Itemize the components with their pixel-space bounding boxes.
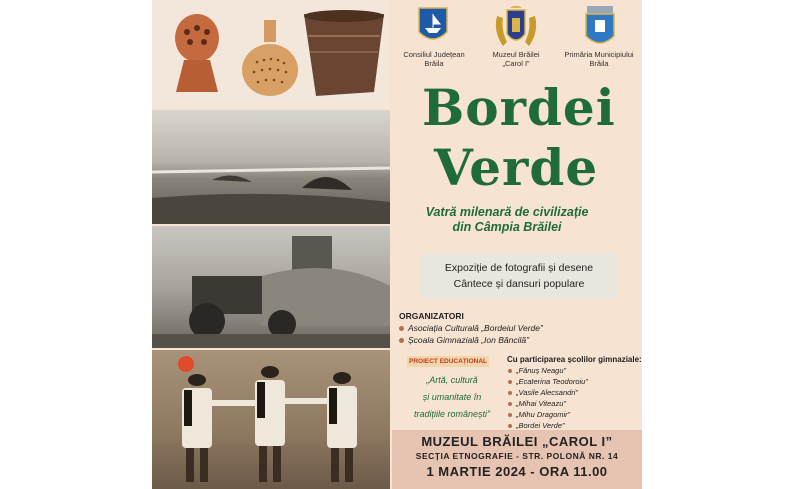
ceramic-artifacts-image: [152, 0, 390, 108]
tractor-harvest-image: [152, 226, 390, 348]
school-name: „Mihai Viteazu”: [516, 399, 566, 408]
school-name: „Mihu Dragomir”: [516, 410, 571, 419]
museum-crest-icon: [493, 6, 539, 50]
bullet-icon: [508, 424, 512, 428]
poster-title-line1: Bordei: [422, 78, 616, 137]
poster-title-line2: Verde: [434, 138, 599, 197]
organizers-heading: ORGANIZATORI: [399, 311, 464, 321]
school-name: „Fănuș Neagu”: [516, 366, 567, 375]
poster-subtitle: [402, 205, 612, 235]
city-hall-name: Primăria Municipiului: [564, 50, 634, 59]
subtitle-line1: Vatră milenară de civilizație: [425, 205, 589, 219]
steppe-drawing-photo: [152, 110, 390, 224]
school-item: [508, 377, 588, 386]
organizer-name: Asociația Culturală „Bordeiul Verde”: [408, 323, 543, 333]
event-date: 1 MARTIE 2024 - ORA 11.00: [426, 464, 608, 479]
folk-dancers-photo: [152, 350, 390, 489]
folk-dancers-image: [152, 350, 390, 489]
city-hall-caption: [554, 50, 642, 68]
project-line: tradițiile românești”: [413, 409, 491, 419]
bullet-icon: [399, 326, 404, 331]
participation-heading: Cu participarea școlilor gimnaziale:: [507, 355, 642, 364]
venue-name: MUZEUL BRĂILEI „CAROL I”: [421, 434, 613, 449]
bullet-icon: [508, 391, 512, 395]
school-item: [508, 421, 565, 430]
venue-footer: [392, 430, 642, 489]
tractor-photo: [152, 226, 390, 348]
events-line2: Cântece și dansuri populare: [453, 278, 585, 290]
museum-subname: „Carol I”: [502, 59, 530, 68]
project-badge: PROIECT EDUCAȚIONAL: [409, 358, 487, 365]
county-council-name: Consiliul Județean: [403, 50, 465, 59]
bullet-icon: [508, 413, 512, 417]
county-council-caption: [398, 50, 470, 68]
school-name: „Ecaterina Teodoroiu”: [516, 377, 588, 386]
artifacts-photo: [152, 0, 390, 108]
project-line: „Artă, cultură: [426, 375, 478, 385]
bullet-icon: [508, 380, 512, 384]
museum-logo: [493, 6, 539, 55]
steppe-landscape-image: [152, 110, 390, 224]
museum-caption: [482, 50, 550, 68]
events-box: [420, 254, 618, 298]
city-hall-city: Brăila: [589, 59, 609, 68]
organizer-name: Școala Gimnazială „Ion Băncilă”: [408, 335, 529, 345]
bullet-icon: [399, 338, 404, 343]
events-line1: Expoziție de fotografii și desene: [444, 262, 594, 274]
organizer-item: [399, 323, 543, 333]
bullet-icon: [508, 402, 512, 406]
school-item: [508, 399, 566, 408]
city-hall-logo: [583, 6, 617, 55]
school-name: „Vasile Alecsandri”: [516, 388, 578, 397]
county-shield-icon: [417, 6, 449, 46]
project-title: [410, 372, 494, 423]
school-item: [508, 410, 570, 419]
event-poster: [152, 0, 642, 489]
school-name: „Bordei Verde”: [516, 421, 565, 430]
school-item: [508, 366, 566, 375]
school-item: [508, 388, 578, 397]
subtitle-line2: din Câmpia Brăilei: [452, 220, 562, 234]
organizer-item: [399, 335, 529, 345]
county-council-city: Brăila: [424, 59, 444, 68]
project-line: și umanitate în: [422, 392, 482, 402]
bullet-icon: [508, 369, 512, 373]
county-council-logo: [417, 6, 449, 51]
city-crest-icon: [583, 6, 617, 50]
museum-name: Muzeul Brăilei: [492, 50, 540, 59]
venue-address: SECȚIA ETNOGRAFIE - STR. POLONĂ NR. 14: [415, 451, 619, 461]
